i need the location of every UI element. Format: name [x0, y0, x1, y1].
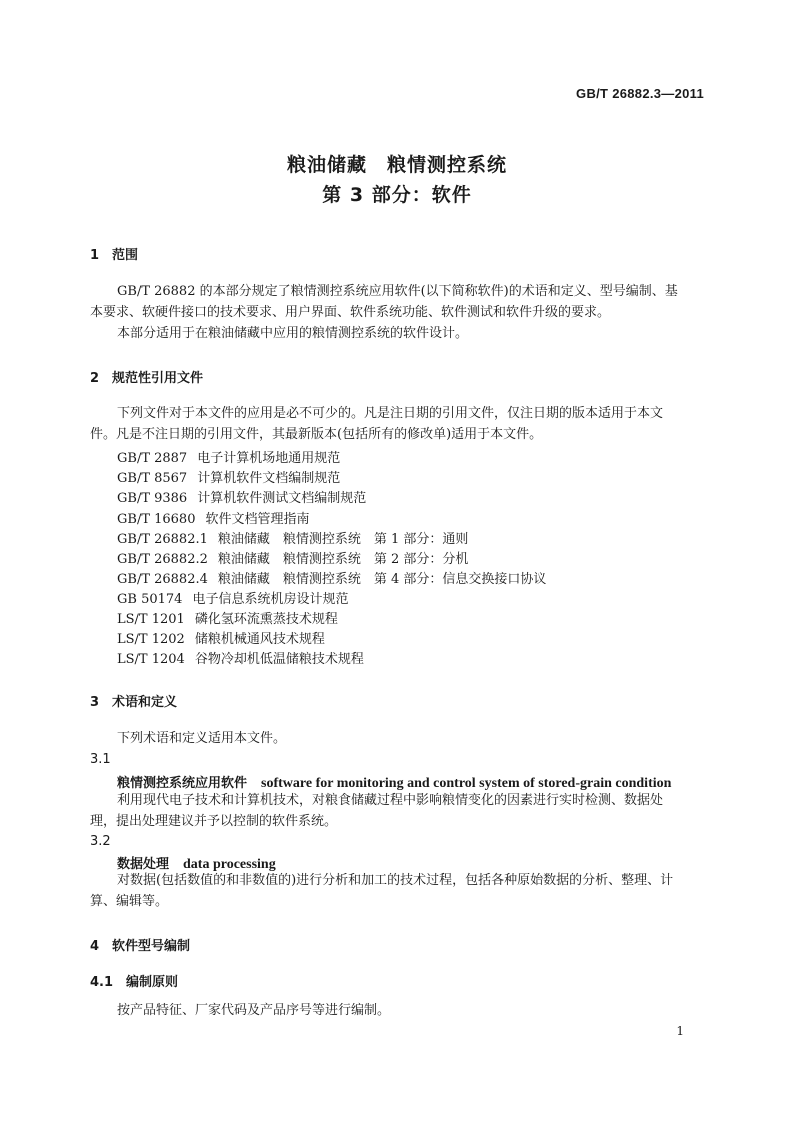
- reference-title: 软件文档管理指南: [205, 512, 310, 527]
- term-definition: 算、编辑等。: [90, 894, 169, 909]
- paragraph: GB/T 26882 的本部分规定了粮情测控系统应用软件(以下简称软件)的术语和定义、型号编制、基: [117, 284, 678, 299]
- reference-title: 计算机软件测试文档编制规范: [197, 491, 367, 506]
- reference-item: [117, 588, 348, 607]
- section-2-heading: [90, 367, 203, 386]
- page-number: 1: [676, 1024, 684, 1038]
- section-1-heading: [90, 244, 138, 263]
- paragraph: 下列文件对于本文件的应用是必不可少的。凡是注日期的引用文件，仅注日期的版本适用于本文: [117, 406, 664, 421]
- reference-item: [117, 568, 546, 587]
- section-title: 软件型号编制: [112, 939, 191, 954]
- reference-code: LS/T 1202: [117, 632, 185, 647]
- paragraph: 下列术语和定义适用本文件。: [117, 731, 287, 746]
- reference-item: [117, 648, 364, 667]
- document-subtitle: 第 3 部分：软件: [322, 184, 472, 206]
- standard-code: GB/T 26882.3—2011: [576, 86, 704, 101]
- reference-code: GB/T 9386: [117, 491, 188, 506]
- term-definition: 对数据(包括数值的和非数值的)进行分析和加工的技术过程，包括各种原始数据的分析、整理、计: [117, 873, 674, 888]
- section-title: 规范性引用文件: [112, 371, 204, 386]
- section-4-heading: [90, 935, 190, 954]
- reference-title: 储粮机械通风技术规程: [194, 632, 325, 647]
- reference-code: LS/T 1204: [117, 652, 185, 667]
- reference-item: [117, 487, 366, 506]
- section-3-heading: [90, 691, 177, 710]
- reference-code: GB/T 8567: [117, 471, 188, 486]
- reference-item: [117, 628, 325, 647]
- reference-title: 计算机软件文档编制规范: [197, 471, 341, 486]
- reference-code: LS/T 1201: [117, 612, 185, 627]
- reference-title: 粮油储藏 粮情测控系统 第 2 部分：分机: [217, 552, 469, 567]
- reference-title: 粮油储藏 粮情测控系统 第 1 部分：通则: [217, 532, 469, 547]
- section-number: 4: [90, 939, 100, 954]
- reference-code: GB/T 26882.4: [117, 572, 208, 587]
- reference-item: [117, 508, 310, 527]
- reference-item: [117, 467, 340, 486]
- term-definition: 理，提出处理建议并予以控制的软件系统。: [90, 814, 338, 829]
- reference-item: [117, 528, 468, 547]
- term-english: data processing: [183, 857, 276, 872]
- paragraph: 本部分适用于在粮油储藏中应用的粮情测控系统的软件设计。: [117, 326, 469, 341]
- reference-code: GB/T 26882.1: [117, 532, 208, 547]
- paragraph: 件。凡是不注日期的引用文件，其最新版本(包括所有的修改单)适用于本文件。: [90, 427, 543, 442]
- term-number: 3.1: [90, 752, 111, 767]
- term-definition: 利用现代电子技术和计算机技术，对粮食储藏过程中影响粮情变化的因素进行实时检测、数据处: [117, 793, 664, 808]
- reference-item: [117, 548, 468, 567]
- term-number: 3.2: [90, 834, 111, 849]
- subsection-title: 编制原则: [126, 975, 179, 990]
- section-number: 3: [90, 695, 100, 710]
- section-title: 范围: [112, 248, 139, 263]
- reference-title: 谷物冷却机低温储粮技术规程: [194, 652, 364, 667]
- term-entry: [117, 853, 276, 873]
- reference-title: 电子计算机场地通用规范: [197, 451, 341, 466]
- reference-code: GB/T 26882.2: [117, 552, 208, 567]
- term-chinese: 粮情测控系统应用软件: [117, 776, 248, 791]
- term-english: software for monitoring and control system of stored-grain condition: [261, 776, 672, 791]
- reference-title: 电子信息系统机房设计规范: [192, 592, 349, 607]
- reference-code: GB/T 16680: [117, 512, 196, 527]
- section-title: 术语和定义: [112, 695, 178, 710]
- reference-title: 粮油储藏 粮情测控系统 第 4 部分：信息交换接口协议: [217, 572, 547, 587]
- paragraph: 本要求、软硬件接口的技术要求、用户界面、软件系统功能、软件测试和软件升级的要求。: [90, 305, 611, 320]
- reference-title: 磷化氢环流熏蒸技术规程: [194, 612, 338, 627]
- term-chinese: 数据处理: [117, 857, 170, 872]
- document-title: 粮油储藏 粮情测控系统: [286, 154, 507, 176]
- reference-code: GB 50174: [117, 592, 183, 607]
- subsection-4-1-heading: [90, 971, 178, 990]
- paragraph: 按产品特征、厂家代码及产品序号等进行编制。: [117, 1003, 391, 1018]
- section-number: 1: [90, 248, 100, 263]
- subsection-number: 4.1: [90, 975, 114, 990]
- term-entry: [117, 772, 671, 792]
- reference-item: [117, 608, 338, 627]
- section-number: 2: [90, 371, 100, 386]
- reference-item: [117, 447, 340, 466]
- reference-code: GB/T 2887: [117, 451, 188, 466]
